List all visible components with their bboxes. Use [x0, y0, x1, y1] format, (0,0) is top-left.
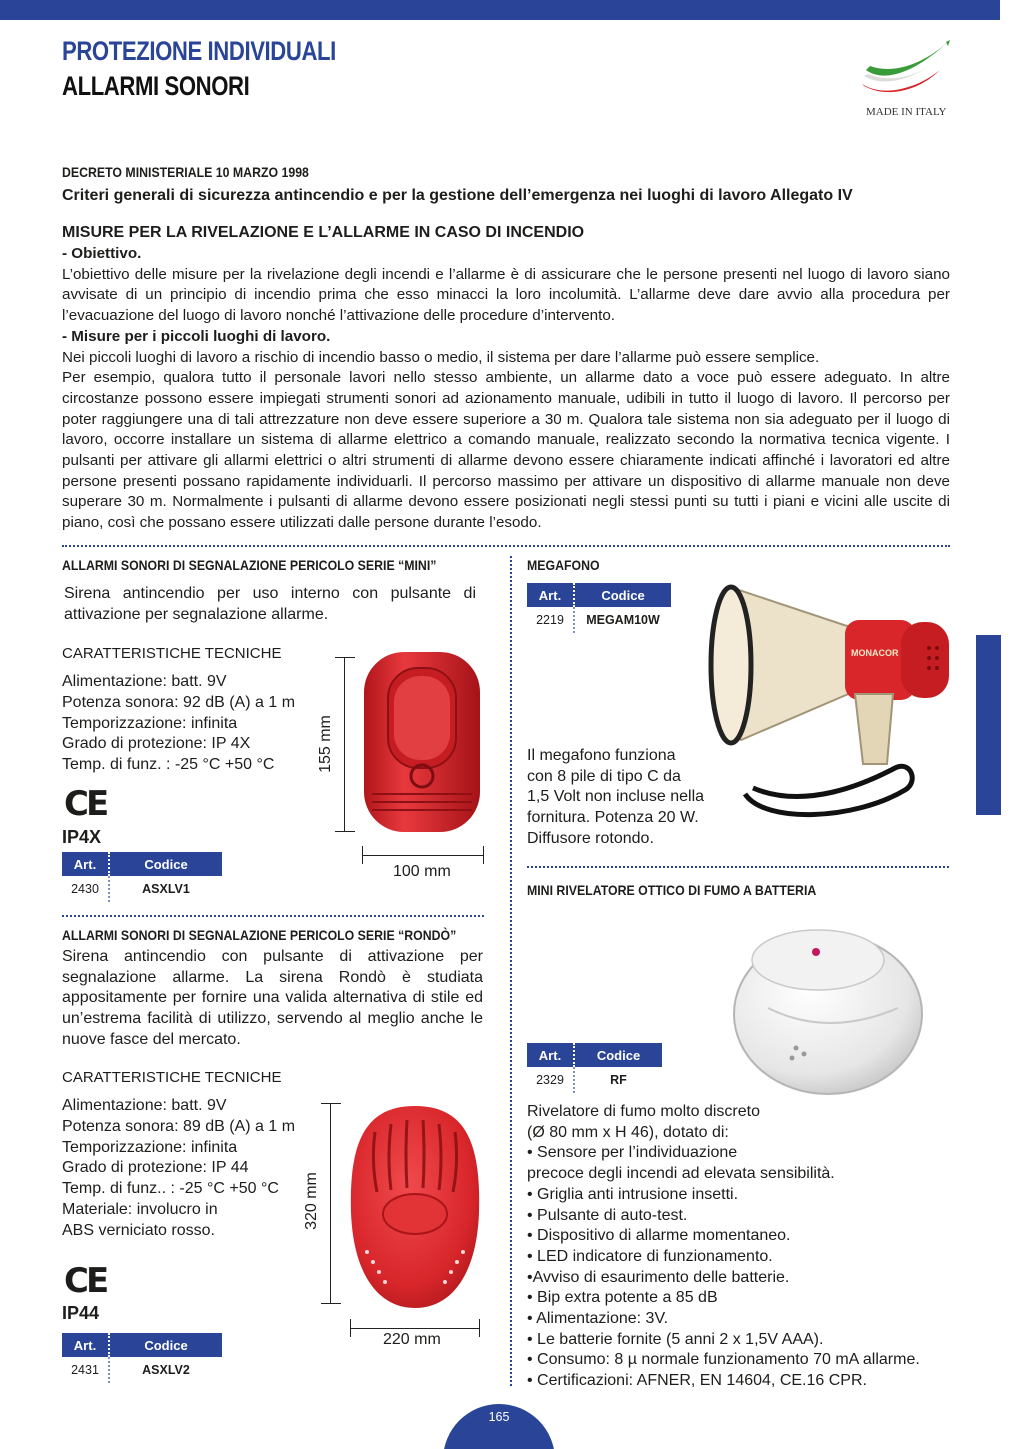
spec-line: ABS verniciato rosso.: [62, 1221, 215, 1239]
width-dimension-line: [350, 1328, 480, 1329]
spec-line: Temp. di funz. : -25 °C +50 °C: [62, 756, 275, 774]
megaphone-article-table: [527, 583, 671, 633]
top-bar: [0, 0, 1000, 20]
divider: [62, 545, 950, 547]
code-header: Codice: [601, 587, 645, 603]
spec-line: Alimentazione: batt. 9V: [62, 673, 227, 690]
code-header: Codice: [144, 1337, 188, 1353]
list-item: • Alimentazione: 3V.: [527, 1310, 669, 1328]
megaphone-description: Il megafono funziona con 8 pile di tipo C da 1,5 Volt non incluse nella fornitura. Potenza 20 W. Diffusore rotondo.: [527, 747, 705, 847]
spec-line: Potenza sonora: 92 dB (A) a 1 m: [62, 693, 296, 711]
product-code: ASXLV2: [142, 1363, 190, 1377]
ce-mark: CE: [64, 1261, 107, 1301]
list-item: • Pulsante di auto-test.: [527, 1206, 688, 1224]
height-dimension-line: [330, 1103, 331, 1303]
mini-width-label: 100 mm: [393, 863, 451, 880]
small-workplaces-text-2: Per esempio, qualora tutto il personale lavori nello stesso ambiente, un allarme dato a voce può essere adeguato. In altre circostanze possono essere impiegati strumenti sonori ad azionamento manuale, udibili in tutto il luogo di lavoro. Il percorso per poter raggiungere una di tali attrezzature non deve essere superiore a 30 m. Qualora tale sistema non sia adeguato per il luogo di lavoro, occorre installare un sistema di allarme elettrico a comando manuale, realizzato secondo la normativa tecnica vigente. I pulsanti per attivare gli allarmi elettrici o altri strumenti di allarme devono essere chiaramente indicati affinché i lavoratori ed altre persone presenti possano rapidamente individuarli. Il percorso massimo per attivare un dispositivo di allarme manuale non deve superare 30 m. Normalmente i pulsanti di allarme devono essere posizionati negli stessi punti su tutti i piani e vicini alle uscite di piano, così che possano essere utilizzati dalle persone durante l’esodo.: [62, 369, 950, 532]
made-in-italy-label: MADE IN ITALY: [866, 106, 947, 118]
list-item: • Consumo: 8 µ normale funzionamento 70 mA allarme.: [527, 1351, 920, 1369]
detector-feature-list: [527, 1102, 920, 1392]
smoke-detector-image: [728, 918, 928, 1098]
code-header: Codice: [596, 1047, 641, 1063]
list-item: • Certificazioni: AFNER, EN 14604, CE.16 CPR.: [527, 1372, 867, 1390]
spec-line: Alimentazione: batt. 9V: [62, 1097, 227, 1114]
art-header: Art.: [62, 1333, 110, 1357]
art-number: 2219: [527, 607, 575, 633]
mini-description: Sirena antincendio per uso interno con pulsante di attivazione per segnalazione allarme.: [64, 585, 476, 623]
list-item: • Bip extra potente a 85 dB: [527, 1289, 718, 1307]
dimension-tick: [479, 1319, 480, 1337]
italian-flag-logo: [862, 36, 954, 100]
list-item: • Dispositivo di allarme momentaneo.: [527, 1227, 791, 1245]
art-number: 2431: [62, 1357, 110, 1383]
megaphone-image: [705, 584, 955, 824]
art-number: 2430: [62, 876, 110, 902]
list-item: •Avviso di esaurimento delle batterie.: [527, 1268, 790, 1286]
code-header: Codice: [144, 856, 188, 872]
rondo-width-label: 220 mm: [383, 1331, 441, 1348]
rondo-height-label: 320 mm: [303, 1172, 320, 1230]
mini-article-table: [62, 852, 222, 902]
spec-line: Temp. di funz.. : -25 °C +50 °C: [62, 1180, 279, 1198]
small-workplaces-heading: - Misure per i piccoli luoghi di lavoro.: [62, 327, 331, 345]
list-item: • Griglia anti intrusione insetti.: [527, 1185, 739, 1203]
table-header: [62, 1333, 222, 1357]
mini-height-label: 155 mm: [317, 715, 334, 773]
list-item: • LED indicatore di funzionamento.: [527, 1247, 773, 1265]
rondo-article-table: [62, 1333, 222, 1383]
rondo-siren-image: [345, 1102, 485, 1312]
small-workplaces-text-1: Nei piccoli luoghi di lavoro a rischio di incendio basso o medio, il sistema per dare l’allarme può essere semplice.: [62, 348, 820, 366]
objective-heading: - Obiettivo.: [62, 245, 142, 262]
mini-siren-image: [362, 650, 482, 835]
detector-title: MINI RIVELATORE OTTICO DI FUMO A BATTERIA: [527, 882, 817, 898]
list-item: • Sensore per l’individuazione: [527, 1144, 738, 1162]
divider: [527, 866, 949, 868]
mini-title: ALLARMI SONORI DI SEGNALAZIONE PERICOLO SERIE “MINI”: [62, 557, 437, 573]
spec-line: Temporizzazione: infinita: [62, 714, 238, 732]
page-title: PROTEZIONE INDIVIDUALI: [62, 36, 336, 66]
objective-text: L’obiettivo delle misure per la rivelazione degli incendi e l’allarme è di assicurare che le persone presenti nel luogo di lavoro siano avvisate di un principio di incendio prima che esso minacci la loro incolumità. L’allarme deve dare avvio alla procedura per l’evacuazione del luogo di lavoro nonché l’attivazione delle procedure d’intervento.: [62, 265, 950, 325]
decree-subtitle: Criteri generali di sicurezza antincendio e per la gestione dell’emergenza nei luoghi di lavoro Allegato IV: [62, 187, 853, 204]
list-item: precoce degli incendi ad elevata sensibilità.: [527, 1165, 835, 1183]
spec-line: Potenza sonora: 89 dB (A) a 1 m: [62, 1117, 296, 1135]
intro-text: [62, 244, 950, 534]
height-dimension-line: [344, 657, 345, 831]
megaphone-brand: MONACOR: [851, 648, 899, 658]
art-header: Art.: [527, 1043, 575, 1067]
list-item: (Ø 80 mm x H 46), dotato di:: [527, 1123, 729, 1141]
rondo-specs-title: CARATTERISTICHE TECNICHE: [62, 1069, 282, 1086]
spec-line: Temporizzazione: infinita: [62, 1138, 238, 1156]
art-header: Art.: [62, 852, 110, 876]
ce-mark: CE: [64, 784, 107, 824]
divider: [62, 915, 484, 917]
table-row: [62, 876, 222, 902]
width-dimension-line: [362, 855, 484, 856]
table-row: [527, 1067, 662, 1093]
dimension-tick: [350, 1319, 351, 1337]
art-header: Art.: [527, 583, 575, 607]
table-header: [527, 1043, 662, 1067]
product-code: MEGAM10W: [586, 613, 660, 627]
mini-specs: [62, 672, 295, 776]
list-item: • Le batterie fornite (5 anni 2 x 1,5V AAA).: [527, 1330, 824, 1348]
product-code: RF: [610, 1073, 627, 1087]
table-row: [527, 607, 671, 633]
list-item: Rivelatore di fumo molto discreto: [527, 1103, 760, 1120]
mini-specs-title: CARATTERISTICHE TECNICHE: [62, 645, 282, 662]
page-number-badge: [443, 1404, 555, 1449]
art-number: 2329: [527, 1067, 575, 1093]
product-code: ASXLV1: [142, 882, 190, 896]
dimension-tick: [335, 831, 355, 832]
decree-title: DECRETO MINISTERIALE 10 MARZO 1998: [62, 164, 309, 180]
spec-line: Materiale: involucro in: [62, 1200, 218, 1218]
spec-line: Grado di protezione: IP 4X: [62, 735, 251, 753]
rondo-specs: [62, 1096, 295, 1242]
dimension-tick: [321, 1103, 341, 1104]
dimension-tick: [335, 657, 355, 658]
table-header: [527, 583, 671, 607]
table-header: [62, 852, 222, 876]
rondo-title: ALLARMI SONORI DI SEGNALAZIONE PERICOLO SERIE “RONDÒ”: [62, 927, 457, 943]
dimension-tick: [321, 1303, 341, 1304]
column-divider: [510, 556, 512, 1386]
spec-line: Grado di protezione: IP 44: [62, 1159, 249, 1177]
rondo-ip-rating: IP44: [62, 1303, 100, 1323]
megaphone-title: MEGAFONO: [527, 557, 600, 573]
page-subtitle: ALLARMI SONORI: [62, 71, 250, 101]
dimension-tick: [483, 846, 484, 864]
rondo-description: Sirena antincendio con pulsante di attivazione per segnalazione allarme. La sirena Rondò è studiata appositamente per fornire una valida alternativa di stile ed un’estrema facilità di utilizzo, servendo al meglio anche le nuove fasce del mercato.: [62, 948, 483, 1048]
page-number: 165: [488, 1410, 510, 1424]
detector-article-table: [527, 1043, 662, 1093]
section-heading: MISURE PER LA RIVELAZIONE E L’ALLARME IN CASO DI INCENDIO: [62, 224, 585, 241]
table-row: [62, 1357, 222, 1383]
mini-ip-rating: IP4X: [62, 827, 102, 847]
side-tab: [976, 635, 1001, 815]
dimension-tick: [362, 846, 363, 864]
